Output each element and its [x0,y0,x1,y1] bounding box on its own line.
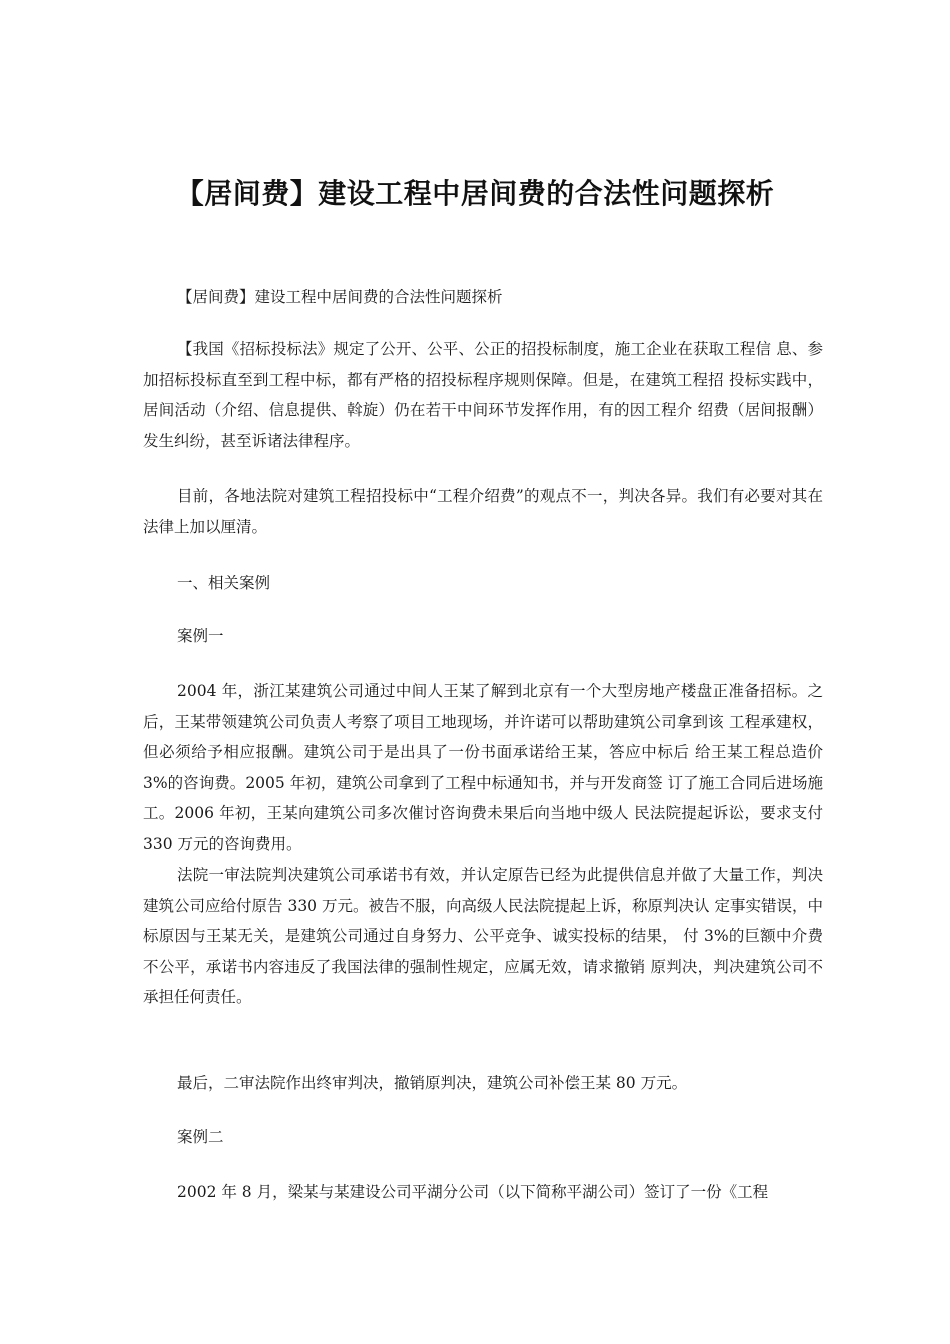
subtitle-paragraph: 【居间费】建设工程中居间费的合法性问题探析 [177,288,503,306]
case-one-trial-paragraph: 法院一审法院判决建筑公司承诺书有效，并认定原告已经为此提供信息并做了大量工作，判决建筑公司应给付原告 330 万元。被告不服，向高级人民法院提起上诉，称原判决认 定事实错误，中标原因与王某无关，是建筑公司通过自身努力、公平竞争、诚实投标的结果， 付 3%的巨额中介费不公平，承诺书内容违反了我国法律的强制性规定，应属无效，请求撤销 原判决，判决建筑公司不承担任何责任。 [143,866,823,1007]
section-heading-related-cases: 一、相关案例 [177,574,271,592]
intro-paragraph: 【我国《招标投标法》规定了公开、公平、公正的招投标制度，施工企业在获取工程信 息、参加招标投标直至到工程中标，都有严格的招投标程序规则保障。但是，在建筑工程招 投标实践中，居间活动（介绍、信息提供、斡旋）仍在若干中间环节发挥作用，有的因工程介 绍费（居间报酬）发生纠纷，甚至诉诸法律程序。 [143,340,823,450]
case-two-heading: 案例二 [177,1128,224,1146]
case-two-facts-paragraph: 2002 年 8 月，梁某与某建设公司平湖分公司（以下简称平湖公司）签订了一份《工程 [177,1183,769,1201]
case-one-facts-paragraph: 2004 年，浙江某建筑公司通过中间人王某了解到北京有一个大型房地产楼盘正准备招标。之后，王某带领建筑公司负责人考察了项目工地现场，并许诺可以帮助建筑公司拿到该 工程承建权，但必须给予相应报酬。建筑公司于是出具了一份书面承诺给王某，答应中标后 给王某工程总造价 3%的咨询费。2005 年初，建筑公司拿到了工程中标通知书，并与开发商签 订了施工合同后进场施工。2006 年初，王某向建筑公司多次催讨咨询费未果后向当地中级人 民法院提起诉讼，要求支付 330 万元的咨询费用。 [143,682,823,853]
case-one-heading: 案例一 [177,627,224,645]
document-title: 【居间费】建设工程中居间费的合法性问题探析 [175,177,775,210]
current-situation-paragraph: 目前，各地法院对建筑工程招投标中“工程介绍费”的观点不一，判决各异。我们有必要对其在法律上加以厘清。 [143,487,823,536]
case-one-final-judgment-paragraph: 最后，二审法院作出终审判决，撤销原判决，建筑公司补偿王某 80 万元。 [177,1074,688,1092]
